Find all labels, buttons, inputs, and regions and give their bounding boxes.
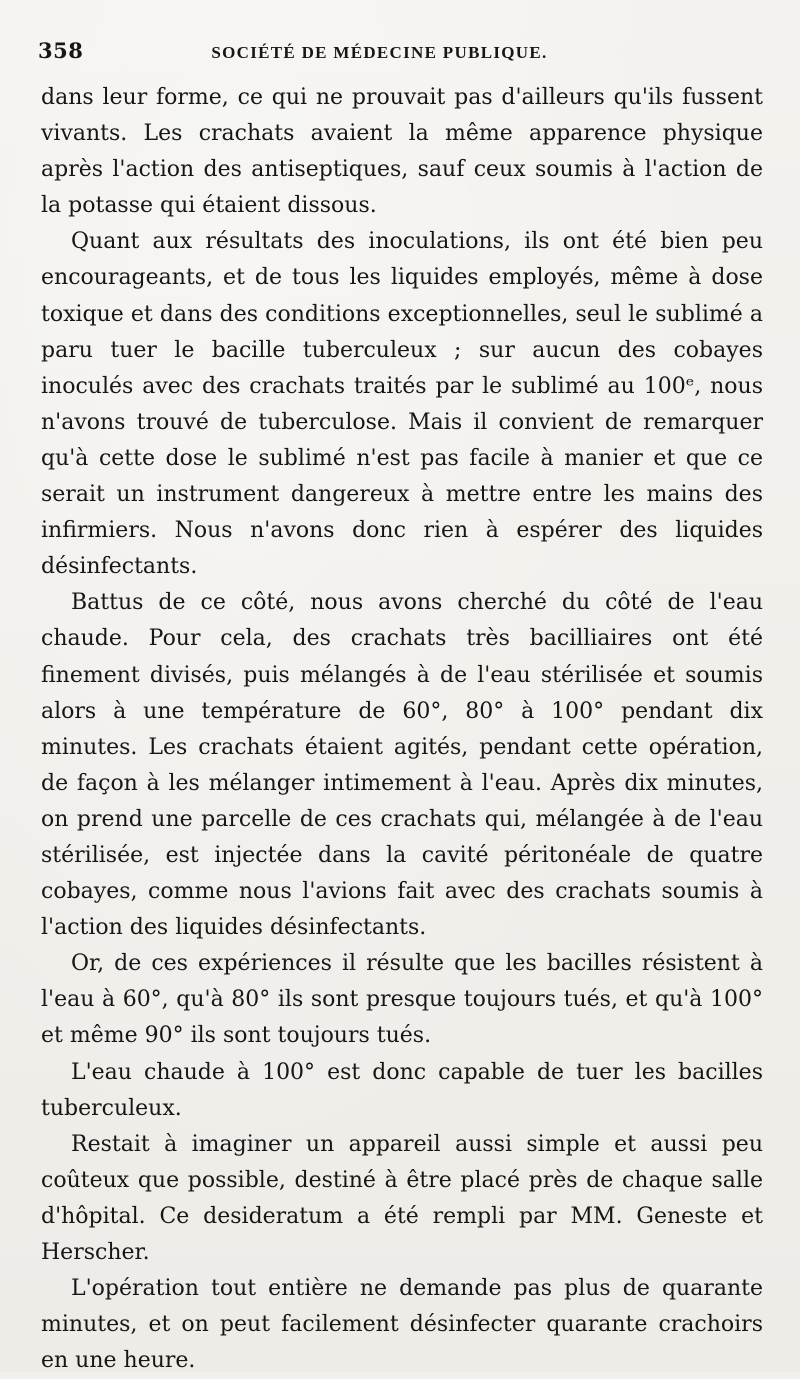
- paragraph-experiment-results: Or, de ces expériences il résulte que les bacilles résistent à l'eau à 60°, qu'à 80° ils sont presque toujours tués, et qu'à 100° et même 90° ils sont toujours tués.: [41, 951, 763, 1049]
- paragraph-conclusion: L'eau chaude à 100° est donc capable de tuer les bacilles tuberculeux.: [41, 1059, 763, 1121]
- paragraph-hot-water: Battus de ce côté, nous avons cherché du côté de l'eau chaude. Pour cela, des crachats très bacilliaires ont été finement divisés, puis mélangés à de l'eau stérilisée et soumis alors à une température de 60°, 80° à 100° pendant dix minutes. Les crachats étaient agités, pendant cette opération, de façon à les mélanger intimement à l'eau. Après dix minutes, on prend une parcelle de ces crachats qui, mélangée à de l'eau stérilisée, est injectée dans la cavité péritonéale de quatre cobayes, comme nous l'avions fait avec des crachats soumis à l'action des liquides désinfectants.: [41, 590, 763, 941]
- body-text: [41, 80, 763, 1379]
- paragraph-apparatus: Restait à imaginer un appareil aussi simple et aussi peu coûteux que possible, destiné à être placé près de chaque salle d'hôpital. Ce desideratum a été rempli par MM. Geneste et Herscher.: [41, 1131, 763, 1265]
- page-header: [38, 38, 758, 68]
- paragraph-continued: dans leur forme, ce qui ne prouvait pas d'ailleurs qu'ils fussent vivants. Les crachats avaient la même apparence physique après l'action des antiseptiques, sauf ceux soumis à l'action de la potasse qui étaient dissous.: [41, 85, 763, 219]
- page-number: 358: [38, 38, 84, 63]
- paragraph-inoculation-results: Quant aux résultats des inoculations, ils ont été bien peu encourageants, et de tous les liquides employés, même à dose toxique et dans des conditions exceptionnelles, seul le sublimé a paru tuer le bacille tuberculeux ; sur aucun des cobayes inoculés avec des crachats traités par le sublimé au 100ᵉ, nous n'avons trouvé de tuberculose. Mais il convient de remarquer qu'à cette dose le sublimé n'est pas facile à manier et que ce serait un instrument dangereux à mettre entre les mains des infirmiers. Nous n'avons donc rien à espérer des liquides désinfectants.: [41, 229, 763, 580]
- paragraph-operation-time: L'opération tout entière ne demande pas plus de quarante minutes, et on peut facilement désinfecter quarante crachoirs en une heure.: [41, 1276, 763, 1374]
- running-head: SOCIÉTÉ DE MÉDECINE PUBLIQUE.: [211, 43, 548, 62]
